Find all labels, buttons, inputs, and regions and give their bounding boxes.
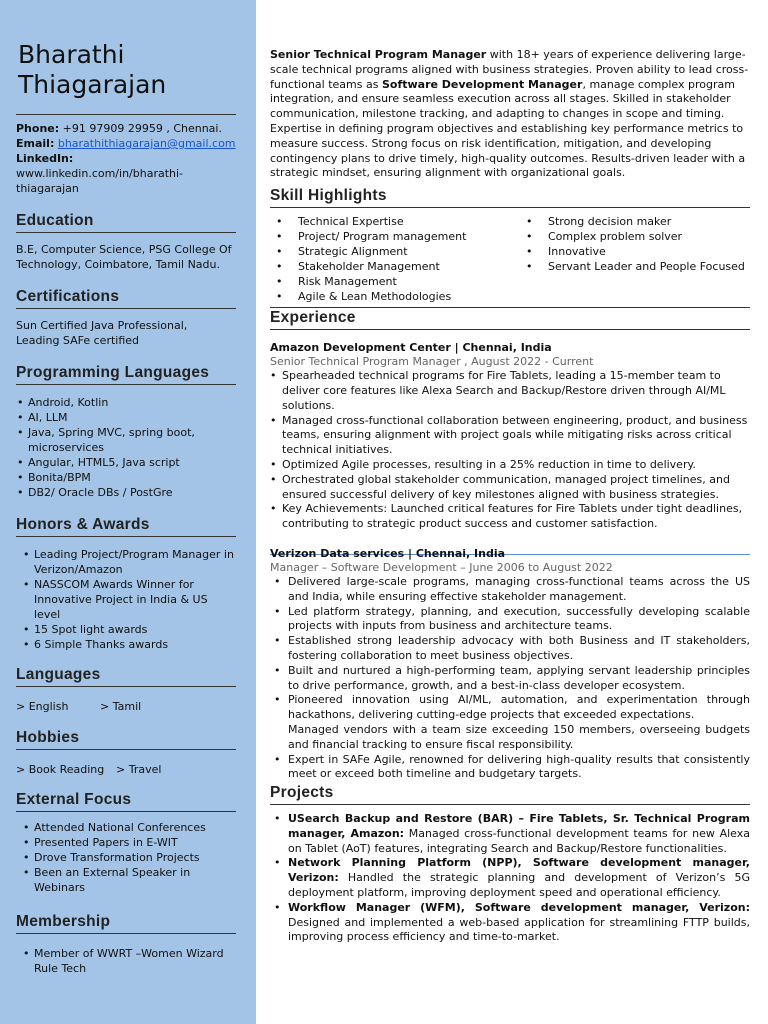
first-name: Bharathi bbox=[18, 40, 125, 69]
main-content bbox=[270, 48, 750, 945]
skill-item: • Innovative bbox=[520, 244, 745, 259]
external-section bbox=[16, 791, 236, 895]
list-item: • AI, LLM bbox=[16, 410, 236, 425]
languages-list bbox=[16, 699, 236, 714]
honors-heading: Honors & Awards bbox=[16, 516, 236, 537]
list-item: • Expert in SAFe Agile, renowned for delivering high-quality results that consistently meet or exceed both timeline and budgetary targets. bbox=[270, 753, 750, 783]
honors-section bbox=[16, 516, 236, 652]
list-item: • Presented Papers in E-WIT bbox=[16, 835, 236, 850]
job-amazon bbox=[270, 340, 750, 532]
list-item: • Pioneered innovation using AI/ML, automation, and experimentation through hackathons, delivering cutting-edge projects that exceeded expectations. bbox=[270, 693, 750, 723]
skills-heading: Skill Highlights bbox=[270, 187, 750, 208]
education-heading: Education bbox=[16, 212, 236, 233]
project-title: Workflow Manager (WFM), Software development manager, Verizon: bbox=[288, 900, 750, 914]
list-item: • Orchestrated global stakeholder communication, managed project timelines, and ensured successful delivery of key milestones aligned with business strategies. bbox=[270, 473, 750, 503]
projects-heading: Projects bbox=[270, 784, 750, 805]
job-company: Verizon Data services | Chennai, India bbox=[270, 546, 506, 560]
list-item: • Angular, HTML5, Java script bbox=[16, 455, 236, 470]
summary-bold-role: Software Development Manager bbox=[381, 77, 583, 91]
phone-label: Phone: bbox=[16, 122, 60, 135]
job-bullets bbox=[270, 369, 750, 532]
skill-item: • Strategic Alignment bbox=[270, 244, 520, 259]
skills-column-2 bbox=[520, 214, 745, 304]
sidebar bbox=[0, 0, 256, 1024]
last-name: Thiagarajan bbox=[18, 70, 167, 99]
experience-section bbox=[270, 309, 750, 782]
phone-value: +91 97909 29959 , Chennai. bbox=[62, 122, 222, 135]
list-item: • Bonita/BPM bbox=[16, 470, 236, 485]
list-item: • 15 Spot light awards bbox=[16, 622, 236, 637]
languages-section bbox=[16, 666, 236, 714]
list-item: • Led platform strategy, planning, and execution, successfully developing scalable projects with inputs from business and architecture teams. bbox=[270, 605, 750, 635]
list-item: Managed vendors with a team size exceeding 150 members, overseeing budgets and financial tracking to ensure fiscal responsibility. bbox=[288, 722, 750, 751]
membership-list bbox=[16, 946, 236, 976]
programming-heading: Programming Languages bbox=[16, 364, 236, 385]
project-item bbox=[270, 901, 750, 945]
sidebar-content bbox=[16, 40, 236, 976]
job-bullets bbox=[270, 575, 750, 782]
list-item: • NASSCOM Awards Winner for Innovative Project in India & US level bbox=[16, 577, 236, 622]
skill-item: • Stakeholder Management bbox=[270, 259, 520, 274]
candidate-name bbox=[18, 40, 236, 100]
skill-item: • Technical Expertise bbox=[270, 214, 520, 229]
skill-item: • Strong decision maker bbox=[520, 214, 745, 229]
list-item: • Attended National Conferences bbox=[16, 820, 236, 835]
list-item: • Drove Transformation Projects bbox=[16, 850, 236, 865]
profile-summary bbox=[270, 48, 750, 181]
languages-heading: Languages bbox=[16, 666, 236, 687]
skill-item: • Agile & Lean Methodologies bbox=[270, 289, 520, 304]
hobby-item: > Book Reading bbox=[16, 763, 105, 776]
list-item: • Member of WWRT –Women Wizard Rule Tech bbox=[16, 946, 236, 976]
hobbies-section bbox=[16, 729, 236, 777]
email-link[interactable]: bharathithiagarajan@gmail.com bbox=[57, 137, 236, 150]
linkedin-value: www.linkedin.com/in/bharathi-thiagarajan bbox=[16, 167, 184, 195]
list-item: • Leading Project/Program Manager in Verizon/Amazon bbox=[16, 547, 236, 577]
project-text: Designed and implemented a web-based application for streamlining FTTP builds, improving process efficiency and time-to-market. bbox=[288, 915, 750, 944]
hobbies-list bbox=[16, 762, 236, 777]
skill-item: • Risk Management bbox=[270, 274, 520, 289]
certification-item: Leading SAFe certified bbox=[16, 334, 140, 347]
linkedin-label: LinkedIn: bbox=[16, 152, 74, 165]
list-item: • Key Achievements: Launched critical features for Fire Tablets under tight deadlines, contributing to strategic product success and customer satisfaction. bbox=[270, 502, 750, 532]
certifications-heading: Certifications bbox=[16, 288, 236, 309]
list-item: • Been an External Speaker in Webinars bbox=[16, 865, 236, 895]
job-verizon bbox=[270, 546, 750, 782]
contact-block bbox=[16, 121, 236, 196]
list-item: • DB2/ Oracle DBs / PostGre bbox=[16, 485, 236, 500]
skill-item: • Servant Leader and People Focused bbox=[520, 259, 745, 274]
hobby-item: > Travel bbox=[116, 763, 162, 776]
membership-section bbox=[16, 913, 236, 976]
language-item: > English bbox=[16, 700, 69, 713]
summary-text: with 18+ years of experience delivering large-scale technical programs aligned with business strategies. Proven ability to lead cross-functional teams as bbox=[270, 48, 749, 91]
external-heading: External Focus bbox=[16, 791, 236, 812]
list-item: • Spearheaded technical programs for Fire Tablets, leading a 15-member team to deliver core features like Alexa Search and Backup/Restore driven through AI/ML solutions. bbox=[270, 369, 750, 413]
list-item: • Java, Spring MVC, spring boot, microservices bbox=[16, 425, 236, 455]
list-item: • 6 Simple Thanks awards bbox=[16, 637, 236, 652]
external-list bbox=[16, 820, 236, 895]
list-item: • Android, Kotlin bbox=[16, 395, 236, 410]
programming-section bbox=[16, 364, 236, 500]
education-section bbox=[16, 212, 236, 272]
list-item: • Managed cross-functional collaboration between engineering, product, and business teams, ensuring alignment with project goals while mitigating risks across critical technical initiatives. bbox=[270, 414, 750, 458]
language-item: > Tamil bbox=[100, 700, 142, 713]
summary-bold-title: Senior Technical Program Manager bbox=[270, 48, 487, 61]
certifications-list bbox=[16, 318, 236, 348]
projects-section bbox=[270, 784, 750, 945]
certification-item: Sun Certified Java Professional, bbox=[16, 319, 188, 332]
email-label: Email: bbox=[16, 137, 55, 150]
name-divider bbox=[16, 114, 236, 115]
project-item bbox=[270, 812, 750, 856]
certifications-section bbox=[16, 288, 236, 348]
skills-divider bbox=[270, 307, 750, 308]
experience-heading: Experience bbox=[270, 309, 750, 330]
skills-section bbox=[270, 187, 750, 304]
job-company: Amazon Development Center | Chennai, India bbox=[270, 341, 552, 355]
list-item: • Built and nurtured a high-performing team, applying servant leadership principles to drive performance, growth, and a best-in-class developer ecosystem. bbox=[270, 664, 750, 694]
education-text: B.E, Computer Science, PSG College Of Technology, Coimbatore, Tamil Nadu. bbox=[16, 243, 232, 271]
skill-item: • Complex problem solver bbox=[520, 229, 745, 244]
skills-column-1 bbox=[270, 214, 520, 304]
programming-list bbox=[16, 395, 236, 500]
project-text: Managed cross-functional development teams for new Alexa on Tablet (AoT) features, integrating Search and Backup/Restore functionalities. bbox=[288, 826, 750, 855]
honors-list bbox=[16, 547, 236, 652]
project-title: USearch Backup and Restore (BAR) – Fire Tablets, Sr. Technical Program manager, Amazon: bbox=[288, 812, 750, 840]
projects-list bbox=[270, 812, 750, 945]
job-role: Manager – Software Development – June 2006 to August 2022 bbox=[270, 560, 613, 574]
list-item: • Established strong leadership advocacy with both Business and IT stakeholders, fostering collaboration to meet business objectives. bbox=[270, 634, 750, 664]
hobbies-heading: Hobbies bbox=[16, 729, 236, 750]
project-text: Handled the strategic planning and development of Verizon’s 5G deployment platform, improving deployment speed and operational efficiency. bbox=[288, 871, 750, 900]
project-item bbox=[270, 856, 750, 900]
job-role: Senior Technical Program Manager , August 2022 - Current bbox=[270, 355, 594, 369]
list-item: • Delivered large-scale programs, managing cross-functional teams across the US and India, while ensuring effective stakeholder management. bbox=[270, 575, 750, 605]
list-item: • Optimized Agile processes, resulting in a 25% reduction in time to delivery. bbox=[270, 458, 750, 473]
summary-text: , manage complex program integration, and ensure seamless execution across all stages. Skilled in stakeholder communication, milestone tracking, and adapting to changes in scope and timing. Expertise in defining program objectives and establishing key performance metrics to measure success. Strong focus on risk identification, mitigation, and developing contingency plans to drive timely, high-quality outcomes. Results-driven leader with a strategic mindset, ensuring alignment with organizational goals. bbox=[270, 77, 746, 180]
project-title: Network Planning Platform (NPP), Software development manager, Verizon: bbox=[288, 856, 750, 885]
membership-heading: Membership bbox=[16, 913, 236, 934]
skill-item: • Project/ Program management bbox=[270, 229, 520, 244]
skills-columns bbox=[270, 214, 750, 304]
